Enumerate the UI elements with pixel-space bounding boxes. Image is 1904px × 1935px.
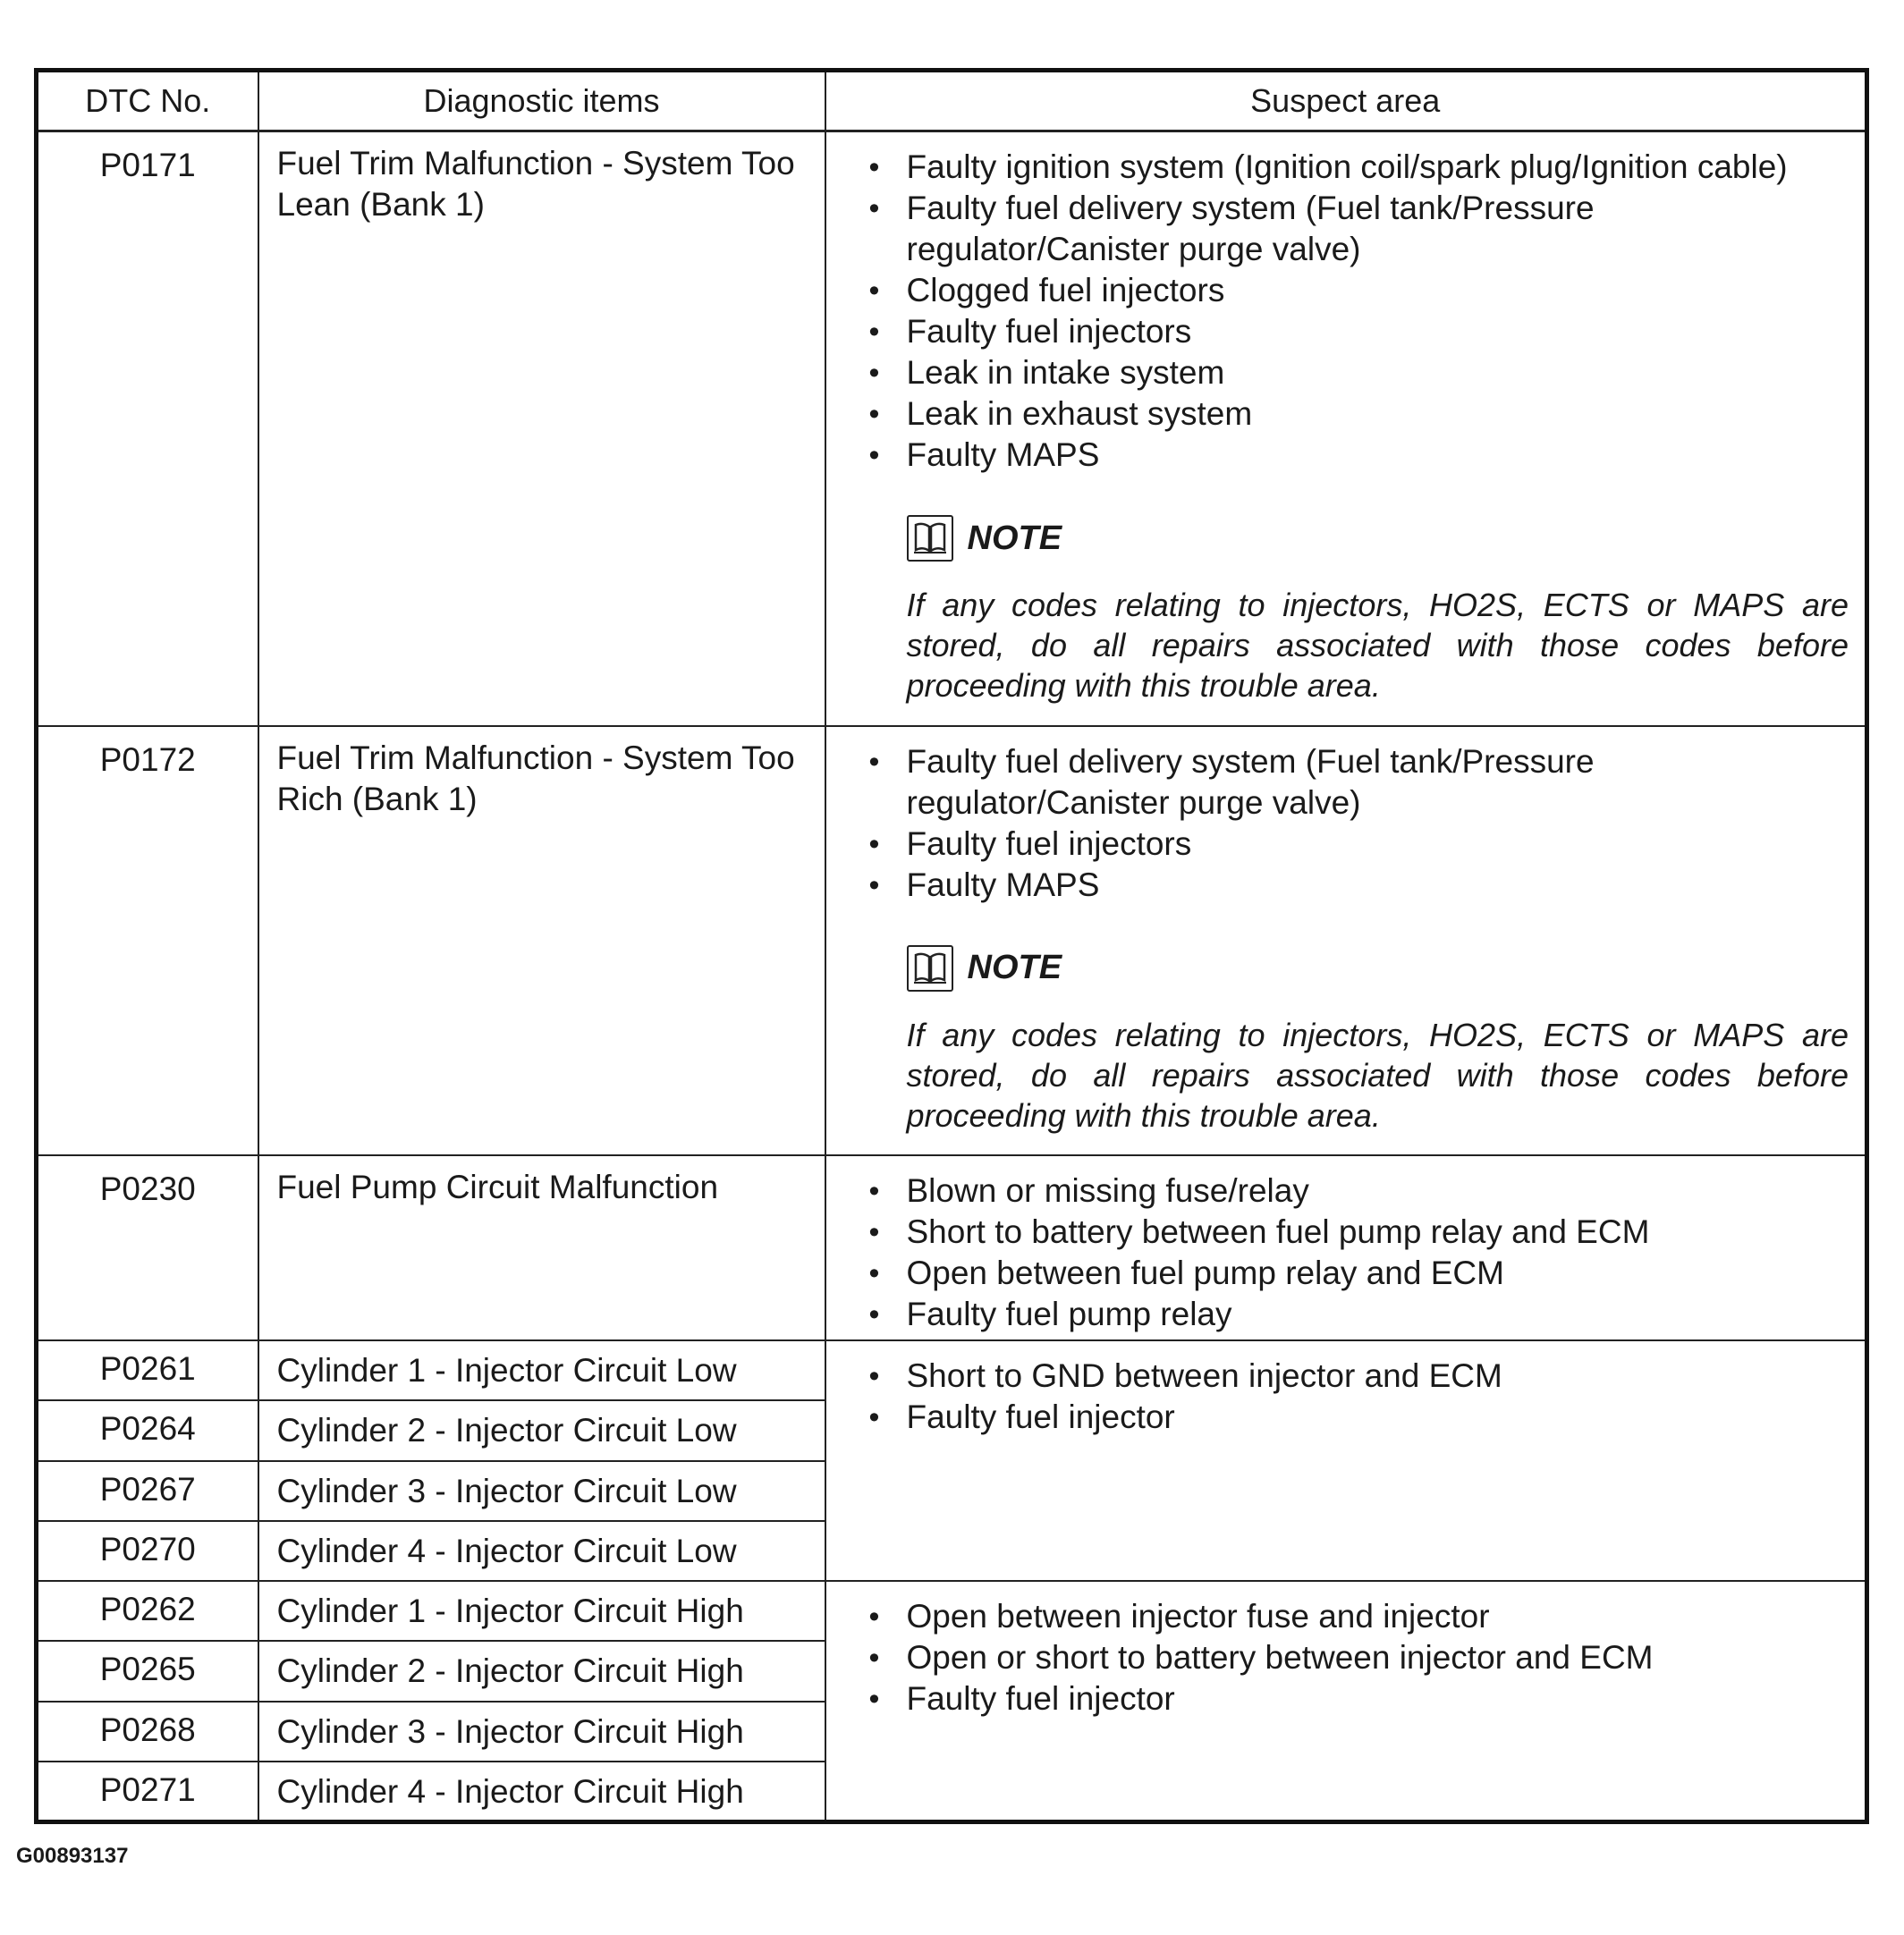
header-dtc-no: DTC No. [37,71,258,131]
list-item: • Short to battery between fuel pump relay and ECM [867,1212,1849,1253]
dtc-code: P0271 [37,1762,258,1821]
list-item: • Faulty MAPS [867,435,1849,476]
diagnostic-item: Cylinder 3 - Injector Circuit Low [258,1461,825,1521]
list-item: • Open between fuel pump relay and ECM [867,1253,1849,1294]
list-item: • Open or short to battery between injector and ECM [867,1637,1849,1678]
dtc-code: P0265 [37,1641,258,1701]
dtc-code: P0171 [37,131,258,726]
list-item: • Faulty fuel delivery system (Fuel tank/Pressure regulator/Canister purge valve) [867,188,1849,270]
book-icon [907,515,953,562]
list-item: • Faulty ignition system (Ignition coil/spark plug/Ignition cable) [867,147,1849,188]
list-item: • Faulty fuel delivery system (Fuel tank/Pressure regulator/Canister purge valve) [867,741,1849,824]
suspect-list [867,741,1849,906]
list-item: • Leak in intake system [867,352,1849,393]
suspect-area [825,726,1867,1155]
diagnostic-item: Fuel Pump Circuit Malfunction [258,1155,825,1340]
suspect-area [825,131,1867,726]
suspect-area [825,1581,1867,1821]
header-suspect-area: Suspect area [825,71,1867,131]
list-item: • Clogged fuel injectors [867,270,1849,311]
suspect-list [867,147,1849,476]
suspect-list [867,1356,1849,1438]
list-item: • Faulty fuel injectors [867,311,1849,352]
diagnostic-item: Cylinder 3 - Injector Circuit High [258,1702,825,1762]
dtc-code: P0267 [37,1461,258,1521]
dtc-code: P0268 [37,1702,258,1762]
diagnostic-item: Cylinder 1 - Injector Circuit High [258,1581,825,1641]
dtc-code: P0230 [37,1155,258,1340]
diagnostic-item: Cylinder 4 - Injector Circuit Low [258,1521,825,1581]
list-item: • Blown or missing fuse/relay [867,1170,1849,1212]
note-label: NOTE [967,519,1062,557]
list-item: • Faulty fuel injector [867,1678,1849,1720]
dtc-code: P0270 [37,1521,258,1581]
diagnostic-item: Fuel Trim Malfunction - System Too Lean (Bank 1) [258,131,825,726]
header-diagnostic-items: Diagnostic items [258,71,825,131]
suspect-area [825,1155,1867,1340]
note-text: If any codes relating to injectors, HO2S, ECTS or MAPS are stored, do all repairs associated with those codes before proceeding with this trouble area. [906,1016,1849,1134]
note-box [907,942,1849,1136]
note-label: NOTE [967,949,1062,987]
suspect-list [867,1596,1849,1720]
list-item: • Faulty fuel injector [867,1397,1849,1438]
dtc-code: P0261 [37,1340,258,1400]
note-box [907,511,1849,706]
diagnostic-item: Cylinder 1 - Injector Circuit Low [258,1340,825,1400]
table-row [37,1155,1867,1340]
diagnostic-item: Cylinder 2 - Injector Circuit High [258,1641,825,1701]
header-row [37,71,1867,131]
table-row [37,1340,1867,1400]
figure-id: G00893137 [16,1844,129,1868]
book-icon [907,945,953,992]
diagnostic-item: Fuel Trim Malfunction - System Too Rich (Bank 1) [258,726,825,1155]
dtc-code: P0262 [37,1581,258,1641]
note-text: If any codes relating to injectors, HO2S, ECTS or MAPS are stored, do all repairs associated with those codes before proceeding with this trouble area. [906,587,1849,704]
table-row [37,726,1867,1155]
suspect-list [867,1170,1849,1335]
table-row [37,131,1867,726]
dtc-code: P0264 [37,1400,258,1460]
dtc-table [34,68,1869,1824]
list-item: • Faulty MAPS [867,865,1849,906]
diagnostic-item: Cylinder 2 - Injector Circuit Low [258,1400,825,1460]
list-item: • Short to GND between injector and ECM [867,1356,1849,1397]
list-item: • Open between injector fuse and injector [867,1596,1849,1637]
diagnostic-item: Cylinder 4 - Injector Circuit High [258,1762,825,1821]
list-item: • Leak in exhaust system [867,393,1849,435]
list-item: • Faulty fuel pump relay [867,1294,1849,1335]
list-item: • Faulty fuel injectors [867,824,1849,865]
suspect-area [825,1340,1867,1581]
table-row [37,1581,1867,1641]
dtc-code: P0172 [37,726,258,1155]
